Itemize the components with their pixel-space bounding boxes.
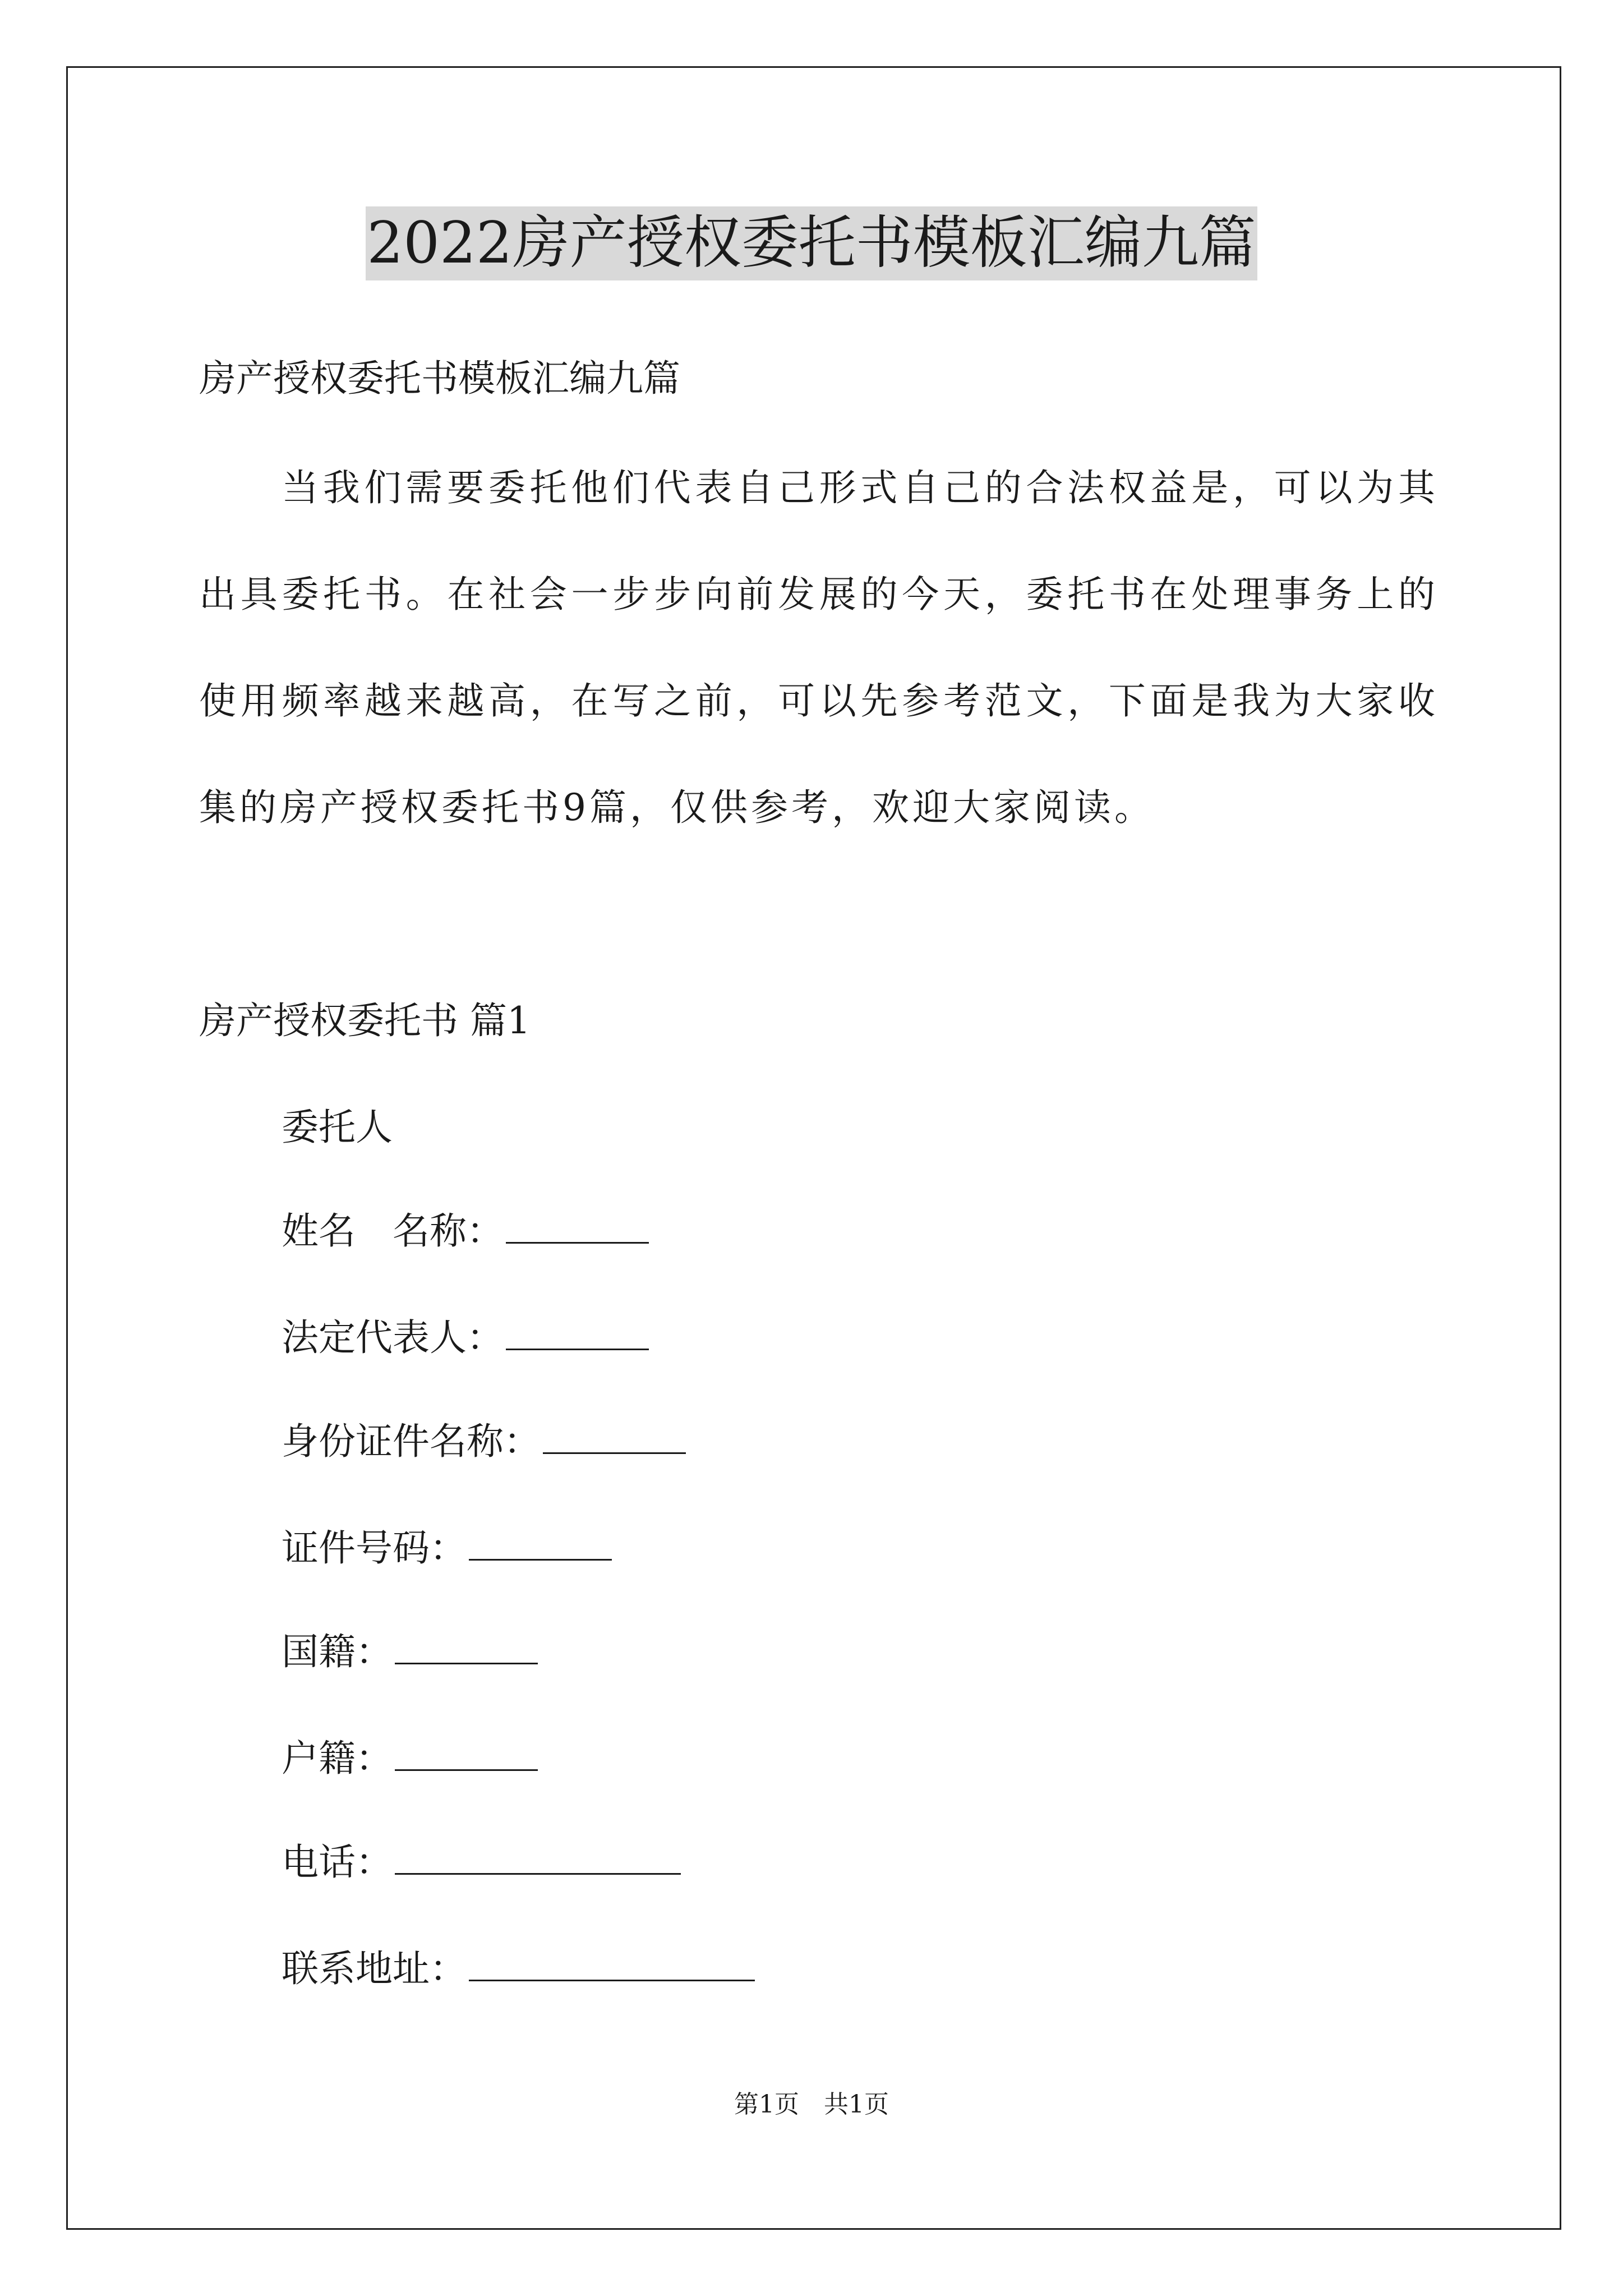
field-blank[interactable] [469, 1531, 612, 1561]
field-label: 联系地址： [282, 1947, 467, 1990]
field-phone [282, 1837, 681, 1888]
field-blank[interactable] [469, 1952, 755, 1981]
field-blank[interactable] [395, 1741, 538, 1771]
field-label: 身份证件名称： [282, 1420, 541, 1463]
field-address [282, 1944, 755, 1994]
field-label: 法定代表人： [282, 1316, 504, 1359]
field-id-name [282, 1416, 686, 1467]
field-household-register [282, 1733, 538, 1784]
field-legal-representative [282, 1313, 649, 1363]
intro-paragraph: 当我们需要委托他们代表自己形式自己的合法权益是，可以为其出具委托书。在社会一步步向前发展的今天，委托书在处理事务上的使用频率越来越高，在写之前，可以先参考范文，下面是我为大家收集的房产授权委托书9篇，仅供参考，欢迎大家阅读。 [199, 466, 1438, 829]
field-blank[interactable] [395, 1635, 538, 1664]
principal-label: 委托人 [282, 1106, 393, 1149]
field-label: 证件号码： [282, 1526, 467, 1570]
title-container [0, 206, 1623, 280]
field-blank[interactable] [395, 1845, 681, 1875]
field-label: 国籍： [282, 1630, 393, 1673]
field-name [282, 1206, 649, 1257]
document-title: 2022房产授权委托书模板汇编九篇 [366, 206, 1257, 280]
field-nationality [282, 1627, 538, 1677]
field-label: 电话： [282, 1841, 393, 1884]
field-label: 户籍： [282, 1737, 393, 1780]
field-label: 姓名 名称： [282, 1209, 504, 1253]
field-blank[interactable] [506, 1320, 649, 1350]
section-heading: 房产授权委托书 篇1 [199, 999, 531, 1042]
field-blank[interactable] [506, 1214, 649, 1244]
document-subtitle: 房产授权委托书模板汇编九篇 [199, 357, 680, 400]
field-blank[interactable] [543, 1424, 686, 1454]
field-id-number [282, 1523, 612, 1573]
page-footer: 第1页 共1页 [734, 2090, 889, 2119]
